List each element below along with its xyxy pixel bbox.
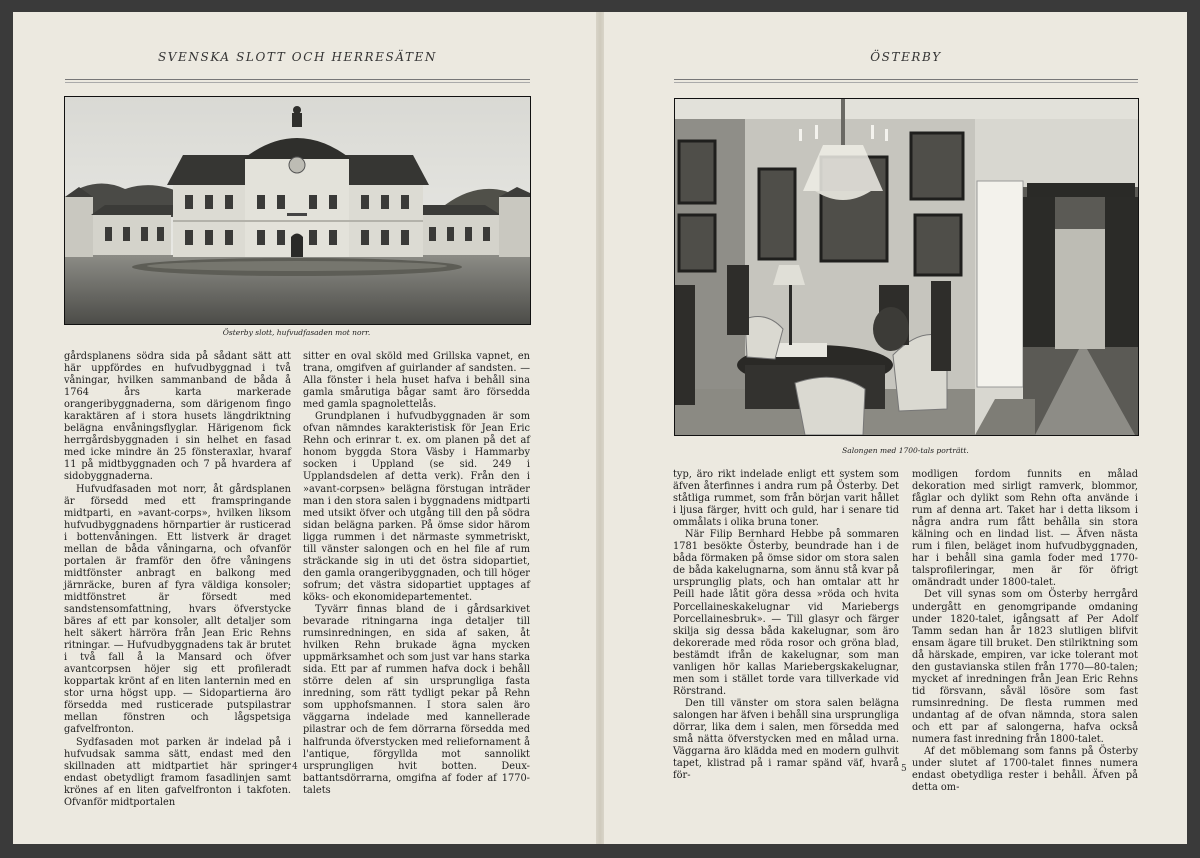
- paragraph: gårdsplanens södra sida på sådant sätt att här uppfördes en hufvudbyggnad i två våningar, hvilken sammanband de båda å 1764 års karta markerade orangeribyggnaderna, som därigenom fingo karaktären af i stora husets längdriktning belägna envåningsflyglar. Härigenom fick herrgårdsbyggnaden i sin helhet en fasad med icke mindre än 25 fönsteraxlar, hvaraf 11 på midtbyggnaden och 7 på hvardera af sidobyggnaderna.: [64, 351, 291, 483]
- paragraph: Grundplanen i hufvudbyggnaden är som ofvan nämndes karakteristisk för Jean Eric Rehn och erinrar t. ex. om planen på det af honom byggda Stora Väsby i Hammarby socken i Uppland (se sid. 249 i Upplandsdelen af detta verk). Från den i »avant-corpsen» belägna förstugan inträder man i den stora salen i byggnadens midtparti med utsikt öfver och utgång till den på södra sidan belägna parken. På ömse sidor härom ligga rummen i det närmaste symmetriskt, till vänster salongen och en hel file af rum sträckande sig in uti det östra sidopartiet, den gamla orangeribyggnaden, och till höger sofrum; det västra sidopartiet upptages af köks- och ekonomidepartementet.: [303, 411, 530, 603]
- paragraph: Sydfasaden mot parken är indelad på i hufvudsak samma sätt, endast med den skillnaden att midtpartiet här springer endast obetydligt framom fasadlinjen samt krönes af en liten gafvelfronton i takfoten. Ofvanför midtportalen: [64, 736, 291, 808]
- paragraph: Det vill synas som om Österby herrgård undergått en genomgripande omdaning under 1820-talet, igångsatt af Per Adolf Tamm sedan han år 1823 slutligen blifvit ensam ägare till bruket. Den stilriktning som då härskade, empiren, var icke tolerant mot den gustavianska stilen från 1770—80-talen; mycket af inredningen från Jean Eric Rehns tid försvann, såväl lösöre som fast rumsinredning. De flesta rummen med undantag af de ofvan nämnda, stora salen och ett par af salongerna, hafva också numera fast inredning från 1800-talet.: [912, 589, 1138, 746]
- left-header-rule: [65, 79, 530, 83]
- right-column-1: [673, 469, 899, 782]
- salon-photo-caption: Salongen med 1700-tals porträtt.: [842, 446, 969, 455]
- left-column-2: [303, 351, 530, 797]
- right-running-header: ÖSTERBY: [870, 50, 942, 64]
- page-number-left: 4: [292, 762, 298, 772]
- salon-illustration: [675, 99, 1138, 435]
- paragraph: Af det möblemang som fanns på Österby under slutet af 1700-talet finnes numera endast obetydliga rester i behåll. Äfven på detta om-: [912, 746, 1138, 794]
- paragraph: Den till vänster om stora salen belägna salongen har äfven i behåll sina ursprungliga dörrar, lika dem i salen, men försedda med små nätta öfverstycken med en målad urna. Väggarna äro klädda med en modern gulhvit tapet, klistrad på i ramar spänd väf, hvarå för-: [673, 697, 899, 782]
- paragraph: Tyvärr finnas bland de i gårdsarkivet bevarade ritningarna inga detaljer till rumsinredningen, en sida af saken, åt hvilken Rehn brukade ägna mycken uppmärksamhet och som just var hans starka sida. Ett par af rummen hafva dock i behåll större delen af sin ursprungliga fasta inredning, som rätt tydligt pekar på Rehn som upphofsmannen. I stora salen äro väggarna indelade med kannellerade pilastrar och de fem dörrarna försedda med halfrunda öfverstycken med reliefornament å l'antique, förgyllda mot sannolikt ursprungligen hvit botten. Deux-battantsdörrarna, omgifna af foder af 1770-talets: [303, 603, 530, 796]
- book-gutter: [596, 12, 604, 844]
- paragraph: typ, äro rikt indelade enligt ett system som äfven återfinnes i andra rum på Österby. Det ståtliga rummet, som från början varit hållet i ljusa färger, hvitt och guld, har i senare tid ommålats i olika bruna toner.: [673, 469, 899, 529]
- salon-photo: [674, 98, 1139, 436]
- right-column-2: [912, 469, 1138, 794]
- castle-illustration: [65, 97, 530, 324]
- left-column-1: [64, 351, 291, 809]
- castle-photo: [64, 96, 531, 325]
- paragraph: När Filip Bernhard Hebbe på sommaren 1781 besökte Österby, beundrade han i de båda förmaken på ömse sidor om stora salen de båda kakelugnarna, som ännu stå kvar på ursprunglig plats, och han omtalar att hr Peill hade låtit göra dessa »röda och hvita Porcellaineskakelugnar vid Mariebergs Porcellainesbruk». — Till glasyr och färger skilja sig dessa båda kakelugnar, som äro dekorerade med röda rosor och gröna blad, bestämdt ifrån de kakelugnar, som man vanligen hör kallas Mariebergskakelugnar, men som i stället torde vara tillverkade vid Rörstrand.: [673, 529, 899, 697]
- paragraph: sitter en oval sköld med Grillska vapnet, en trana, omgifven af guirlander af sandsten. — Alla fönster i hela huset hafva i behåll sina gamla smårutiga bågar samt äro försedda med gamla spagnolettelås.: [303, 351, 530, 411]
- paragraph: Hufvudfasaden mot norr, åt gårdsplanen är försedd med ett framspringande midtparti, en »avant-corps», hvilken liksom hufvudbyggnadens hörnpartier är rusticerad i bottenvåningen. Ett listverk är draget mellan de båda våningarna, och ofvanför portalen är framför den öfre våningens midtfönster anbragt en balkong med järnräcke, buren af fyra väldiga konsoler; midtfönstret är försedt med sandstensomfattning, hvars öfverstycke bäres af ett par konsoler, allt detaljer som helt säkert härröra från Jean Eric Rehns ritningar. — Hufvudbyggnadens tak är brutet i två fall å la Mansard och öfver avantcorpsen höjer sig ett profileradt koppartak krönt af en liten lanternin med en stor urna högst upp. — Sidopartierna äro försedda med rusticerade putspilastrar mellan fönstren och lågspetsiga gafvelfronton.: [64, 483, 291, 736]
- paragraph: modligen fordom funnits en målad dekoration med sirligt ramverk, blommor, fåglar och dylikt som Rehn ofta använde i rum af denna art. Taket har i detta liksom i några andra rum fått behålla sin stora kälning och en lindad list. — Äfven nästa rum i filen, beläget inom hufvudbyggnaden, har i behåll sina gamla foder med 1770-talsprofileringar, men är för öfrigt omändradt under 1800-talet.: [912, 469, 1138, 589]
- castle-photo-caption: Österby slott, hufvudfasaden mot norr.: [222, 328, 371, 337]
- left-running-header: SVENSKA SLOTT OCH HERRESÄTEN: [157, 50, 438, 64]
- page-number-right: 5: [901, 764, 907, 774]
- right-header-rule: [674, 79, 1138, 83]
